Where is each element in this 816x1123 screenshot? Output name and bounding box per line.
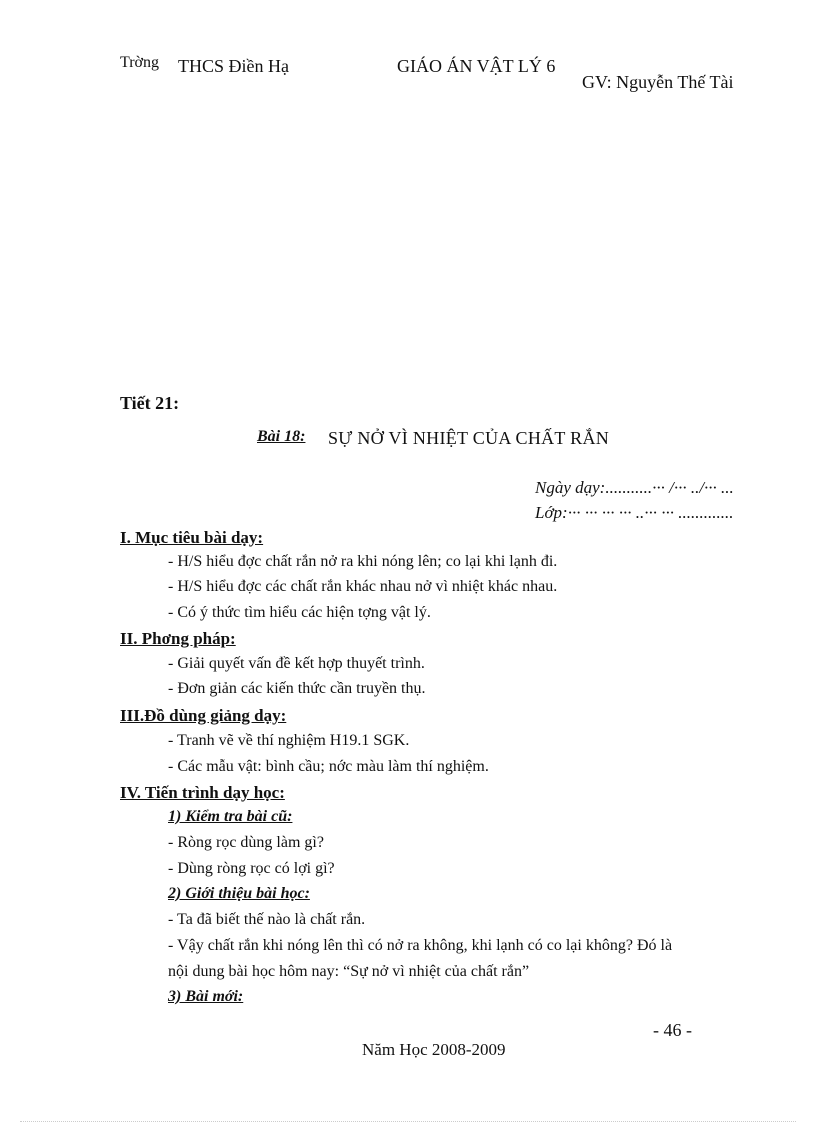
intro-line: - Vậy chất rắn khi nóng lên thì có nở ra không, khi lạnh có co lại không? Đó là <box>168 937 673 954</box>
class-field: Lớp:··· ··· ··· ··· ..··· ··· ............. <box>535 503 734 522</box>
teacher-name: GV: Nguyễn Thế Tài <box>582 72 734 92</box>
document-title: GIÁO ÁN VẬT LÝ 6 <box>397 56 556 76</box>
method-line: - Đơn giản các kiến thức cần truyền thụ. <box>168 680 426 697</box>
school-name: THCS Điền Hạ <box>178 56 289 76</box>
school-prefix: Trờng <box>120 54 159 71</box>
section-method-title: II. Phơng pháp: <box>120 629 236 648</box>
review-question: - Dùng ròng rọc có lợi gì? <box>168 860 335 877</box>
section-procedure-title: IV. Tiến trình dạy học: <box>120 783 285 802</box>
materials-line: - Tranh vẽ về thí nghiệm H19.1 SGK. <box>168 732 410 749</box>
lesson-label: Bài 18: <box>257 428 306 445</box>
intro-line: - Ta đã biết thế nào là chất rắn. <box>168 911 366 928</box>
teaching-date: Ngày dạy:...........··· /··· ../··· ... <box>535 478 734 497</box>
footer-school-year: Năm Học 2008-2009 <box>362 1040 506 1059</box>
section-materials-title: III.Đồ dùng giảng dạy: <box>120 706 287 725</box>
page-bottom-rule <box>20 1121 796 1122</box>
page-number: - 46 - <box>653 1020 692 1040</box>
review-question: - Ròng rọc dùng làm gì? <box>168 834 324 851</box>
period-label: Tiết 21: <box>120 393 180 413</box>
subsection-intro-title: 2) Giới thiệu bài học: <box>168 885 310 902</box>
intro-line: nội dung bài học hôm nay: “Sự nở vì nhiệt của chất rắn” <box>168 963 530 980</box>
method-line: - Giải quyết vấn đề kết hợp thuyết trình. <box>168 655 425 672</box>
lesson-title: SỰ NỞ VÌ NHIỆT CỦA CHẤT RẮN <box>328 428 610 448</box>
objective-line: - H/S hiểu đợc các chất rắn khác nhau nở vì nhiệt khác nhau. <box>168 578 558 595</box>
subsection-review-title: 1) Kiểm tra bài cũ: <box>168 808 293 825</box>
objective-line: - Có ý thức tìm hiểu các hiện tợng vật lý. <box>168 604 431 621</box>
section-objectives-title: I. Mục tiêu bài dạy: <box>120 528 264 547</box>
materials-line: - Các mẫu vật: bình cầu; nớc màu làm thí nghiệm. <box>168 758 489 775</box>
objective-line: - H/S hiểu đợc chất rắn nở ra khi nóng lên; co lại khi lạnh đi. <box>168 553 558 570</box>
subsection-new-lesson-title: 3) Bài mới: <box>168 988 244 1005</box>
